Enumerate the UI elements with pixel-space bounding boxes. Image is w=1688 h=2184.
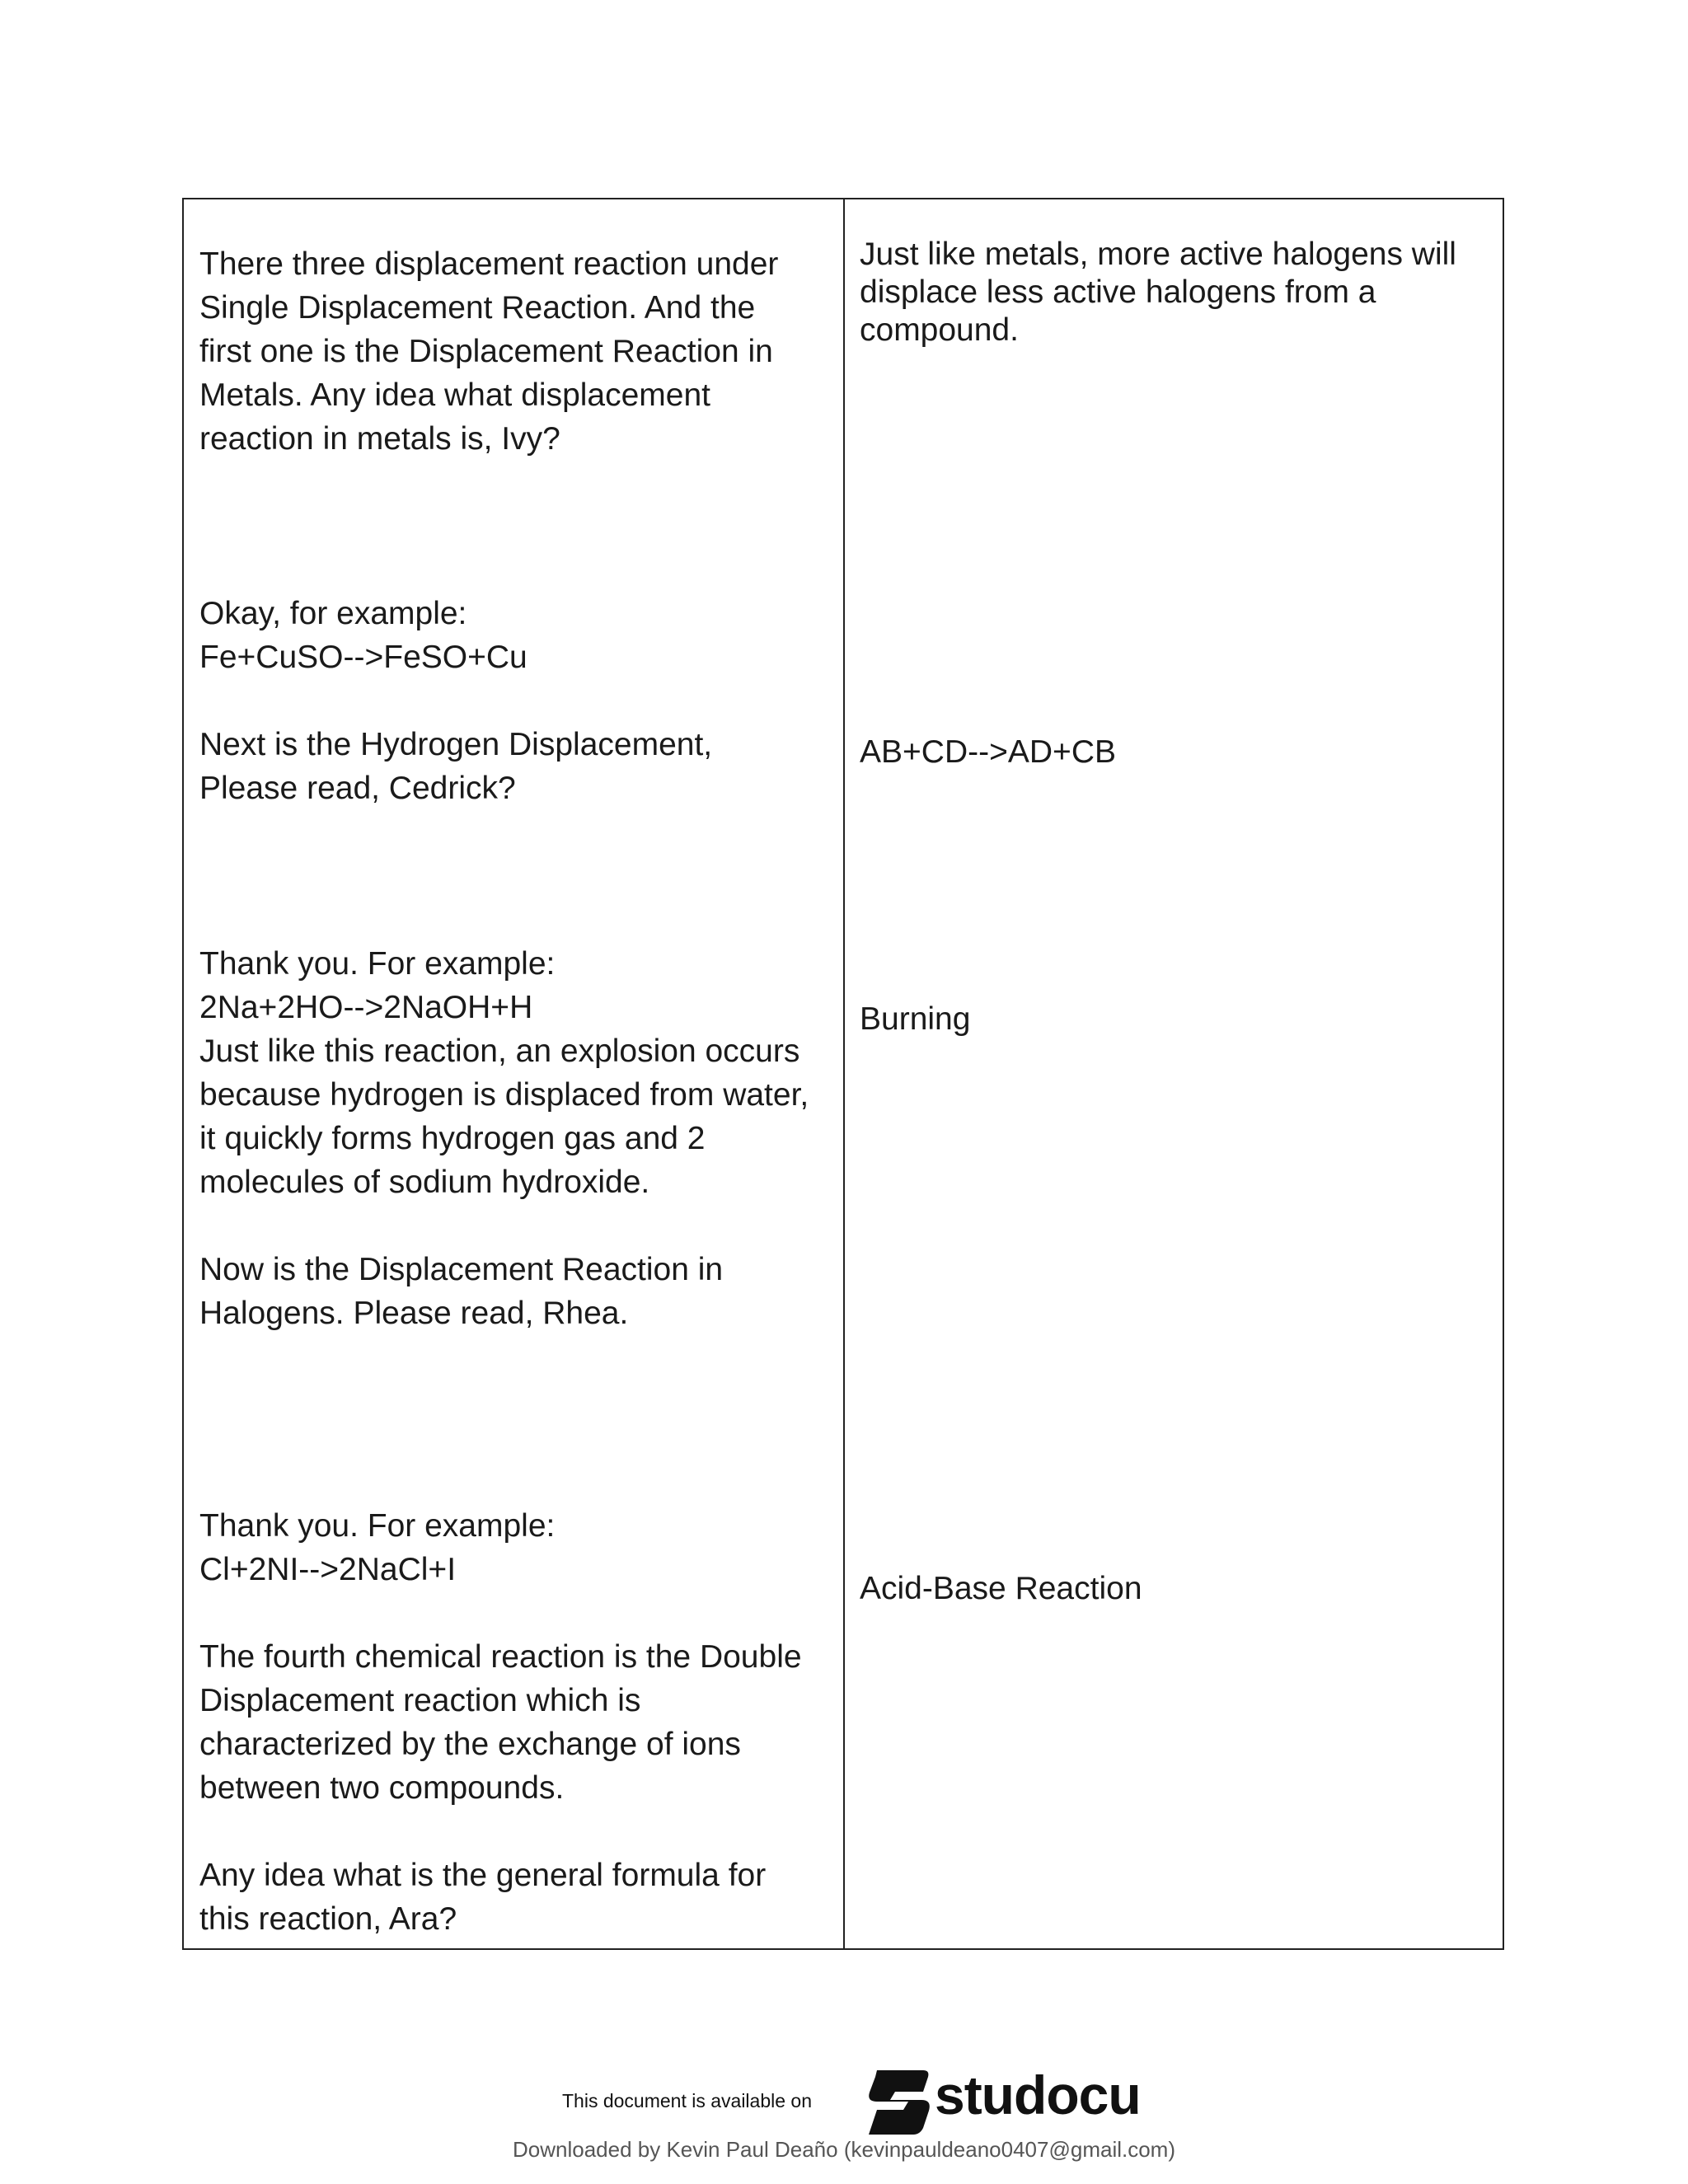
left-block-metals-example: Okay, for example: Fe+CuSO-->FeSO+Cu Next is the Hydrogen Displacement, Please read, Cedrick? (199, 596, 713, 806)
right-block-burning: Burning (860, 1001, 971, 1037)
studocu-brand-text[interactable]: studocu (935, 2064, 1141, 2125)
left-block-hydrogen-example: Thank you. For example: 2Na+2HO-->2NaOH+H Just like this reaction, an explosion occurs because hydrogen is displaced from water, it quickly forms hydrogen gas and 2 molecules of sodium hydroxide. Now is the Displacement Reaction in Halogens. Please read, Rhea. (199, 946, 809, 1331)
studocu-logo-icon[interactable] (862, 2067, 936, 2138)
right-block-halogens-answer: Just like metals, more active halogens will displace less active halogens from a compound. (860, 237, 1456, 348)
availability-text: This document is available on (562, 2090, 812, 2111)
content-table (182, 198, 1504, 1950)
downloaded-by-text: Downloaded by Kevin Paul Deaño (kevinpauldeano0407@gmail.com) (513, 2137, 1175, 2162)
right-block-general-formula: AB+CD-->AD+CB (860, 734, 1117, 770)
column-divider (843, 199, 845, 1948)
left-block-halogen-example: Thank you. For example: Cl+2NI-->2NaCl+I The fourth chemical reaction is the Double Displacement reaction which is characterized by the exchange of ions between two compounds. Any idea what is the general formula for this reaction, Ara? (199, 1508, 802, 1937)
right-block-acid-base: Acid-Base Reaction (860, 1571, 1142, 1606)
left-block-metals-question: There three displacement reaction under Single Displacement Reaction. And the first one is the Displacement Reaction in Metals. Any idea what displacement reaction in metals is, Ivy? (199, 246, 779, 457)
footer-availability (0, 2060, 1688, 2135)
